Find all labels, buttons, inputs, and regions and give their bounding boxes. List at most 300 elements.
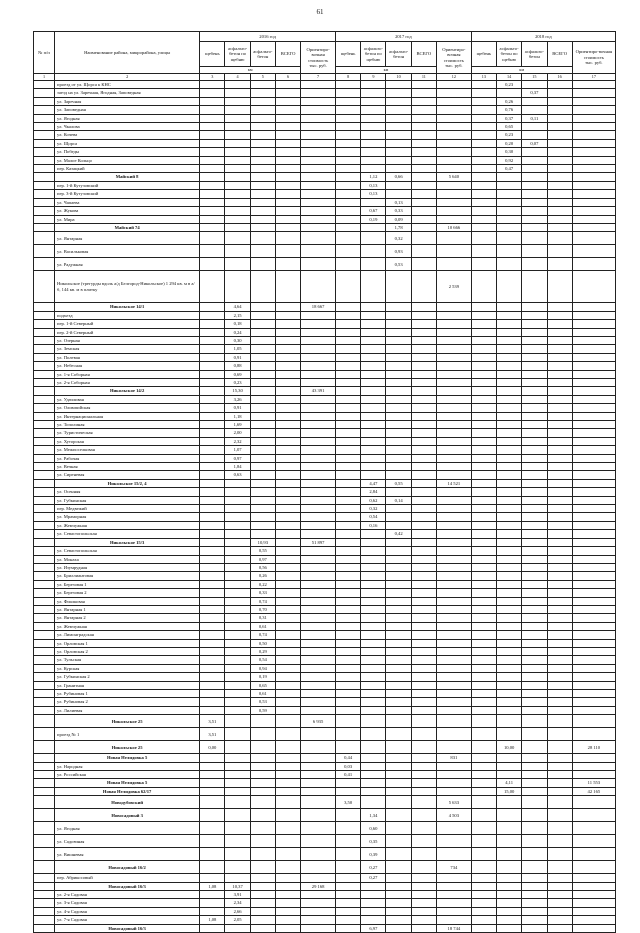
value-cell: [275, 454, 300, 462]
value-cell: [200, 580, 225, 588]
value-cell: [522, 521, 547, 529]
value-cell: [335, 223, 360, 231]
value-cell: [275, 412, 300, 420]
value-cell: [547, 123, 572, 131]
row-number-cell: [34, 353, 55, 361]
value-cell: [301, 223, 336, 231]
value-cell: [250, 861, 275, 874]
value-cell: [301, 706, 336, 714]
value-cell: [225, 215, 250, 223]
value-cell: [411, 706, 436, 714]
value-cell: [275, 907, 300, 915]
value-cell: [547, 639, 572, 647]
value-cell: [200, 97, 225, 105]
value-cell: [522, 207, 547, 215]
value-cell: [471, 106, 496, 114]
value-cell: [471, 787, 496, 795]
value-cell: [547, 463, 572, 471]
value-cell: [225, 715, 250, 728]
street-name-cell: пер. Медвежий: [55, 505, 200, 513]
value-cell: [572, 181, 615, 189]
table-row: [34, 530, 616, 538]
value-cell: [200, 706, 225, 714]
value-cell: [200, 673, 225, 681]
table-row: [34, 311, 616, 319]
value-cell: [335, 706, 360, 714]
value-cell: [411, 513, 436, 521]
value-cell: [361, 899, 386, 907]
row-number-cell: [34, 471, 55, 479]
street-name-cell: ул. Олимпийская: [55, 404, 200, 412]
value-cell: [386, 690, 411, 698]
value-cell: [547, 173, 572, 181]
value-cell: [471, 796, 496, 809]
row-number-cell: [34, 762, 55, 770]
value-cell: [436, 771, 471, 779]
row-number-cell: [34, 404, 55, 412]
value-cell: [522, 123, 547, 131]
value-cell: [250, 762, 275, 770]
value-cell: 0,92: [497, 156, 522, 164]
value-cell: [436, 698, 471, 706]
value-cell: [361, 463, 386, 471]
value-cell: [411, 771, 436, 779]
table-row: [34, 848, 616, 861]
value-cell: [200, 822, 225, 835]
street-name-cell: ул. Садовчная: [55, 835, 200, 848]
value-cell: [335, 639, 360, 647]
value-cell: [335, 547, 360, 555]
value-cell: [200, 311, 225, 319]
value-cell: [436, 874, 471, 882]
value-cell: [361, 89, 386, 97]
row-number-cell: [34, 395, 55, 403]
value-cell: [200, 513, 225, 521]
value-cell: [522, 822, 547, 835]
row-number-cell: [34, 362, 55, 370]
value-cell: 0,39: [361, 848, 386, 861]
value-cell: [572, 809, 615, 822]
value-cell: [301, 496, 336, 504]
value-cell: [335, 673, 360, 681]
value-cell: [361, 771, 386, 779]
value-cell: [301, 809, 336, 822]
value-cell: [335, 114, 360, 122]
value-cell: [275, 271, 300, 303]
value-cell: [411, 131, 436, 139]
row-number-cell: [34, 771, 55, 779]
row-number-cell: [34, 148, 55, 156]
value-cell: 1,84: [225, 463, 250, 471]
value-cell: [411, 362, 436, 370]
value-cell: [436, 421, 471, 429]
value-cell: [335, 631, 360, 639]
value-cell: [471, 353, 496, 361]
value-cell: [275, 173, 300, 181]
value-cell: [301, 328, 336, 336]
street-name-cell: Новая Нелидовка 5: [55, 779, 200, 787]
value-cell: [436, 404, 471, 412]
value-cell: 0,29: [250, 647, 275, 655]
value-cell: [275, 198, 300, 206]
value-cell: [572, 555, 615, 563]
value-cell: [471, 809, 496, 822]
value-cell: [361, 605, 386, 613]
street-name-cell: ул. Курская: [55, 664, 200, 672]
value-cell: [200, 404, 225, 412]
value-cell: [572, 754, 615, 762]
street-name-cell: Новосадовый 16/3: [55, 882, 200, 890]
value-cell: [471, 454, 496, 462]
value-cell: [361, 690, 386, 698]
value-cell: [522, 656, 547, 664]
value-cell: 0,09: [386, 215, 411, 223]
value-cell: 0,00: [200, 741, 225, 754]
row-number-cell: [34, 572, 55, 580]
value-cell: 1,12: [361, 173, 386, 181]
value-cell: [200, 809, 225, 822]
value-cell: [200, 412, 225, 420]
value-cell: [301, 631, 336, 639]
row-number-cell: [34, 496, 55, 504]
value-cell: [436, 114, 471, 122]
street-name-cell: ул. Земская: [55, 345, 200, 353]
value-cell: [225, 271, 250, 303]
table-row: [34, 471, 616, 479]
value-cell: [361, 728, 386, 741]
value-cell: 3,91: [225, 891, 250, 899]
value-cell: [200, 647, 225, 655]
row-number-cell: [34, 690, 55, 698]
subtotal-row: [34, 223, 616, 231]
value-cell: [497, 190, 522, 198]
table-row: [34, 728, 616, 741]
value-cell: [250, 728, 275, 741]
value-cell: [471, 114, 496, 122]
value-cell: [547, 395, 572, 403]
value-cell: [547, 81, 572, 89]
row-number-cell: [34, 173, 55, 181]
value-cell: [572, 463, 615, 471]
value-cell: [225, 165, 250, 173]
value-cell: [572, 656, 615, 664]
value-cell: [497, 89, 522, 97]
value-cell: [522, 771, 547, 779]
value-cell: [522, 513, 547, 521]
value-cell: 0,70: [250, 605, 275, 613]
value-cell: [547, 796, 572, 809]
value-cell: [497, 874, 522, 882]
value-cell: [497, 891, 522, 899]
value-cell: 0,22: [250, 580, 275, 588]
value-cell: [301, 173, 336, 181]
value-cell: [386, 131, 411, 139]
value-cell: [301, 605, 336, 613]
value-cell: [386, 404, 411, 412]
value-cell: [361, 891, 386, 899]
row-number-cell: [34, 647, 55, 655]
value-cell: [200, 370, 225, 378]
row-number-cell: [34, 437, 55, 445]
value-cell: [200, 835, 225, 848]
street-name-cell: ул. Сиреневая: [55, 471, 200, 479]
value-cell: 0,55: [386, 479, 411, 487]
value-cell: [497, 647, 522, 655]
value-cell: [250, 370, 275, 378]
value-cell: [522, 874, 547, 882]
table-row: [34, 664, 616, 672]
row-number-cell: [34, 387, 55, 395]
value-cell: [436, 471, 471, 479]
value-cell: [250, 488, 275, 496]
value-cell: [225, 796, 250, 809]
table-row: [34, 353, 616, 361]
value-cell: [436, 437, 471, 445]
value-cell: [436, 681, 471, 689]
value-cell: [200, 796, 225, 809]
value-cell: [386, 614, 411, 622]
street-name-cell: ул. Янтарная 1: [55, 605, 200, 613]
street-name-cell: ул. Васильковая: [55, 245, 200, 258]
value-cell: [471, 622, 496, 630]
value-cell: [497, 378, 522, 386]
row-number-cell: [34, 809, 55, 822]
row-number-cell: [34, 622, 55, 630]
value-cell: [572, 622, 615, 630]
value-cell: [386, 779, 411, 787]
value-cell: [411, 874, 436, 882]
value-cell: [301, 271, 336, 303]
value-cell: [301, 728, 336, 741]
value-cell: [497, 698, 522, 706]
value-cell: [301, 378, 336, 386]
value-cell: [386, 762, 411, 770]
value-cell: [301, 429, 336, 437]
value-cell: [200, 891, 225, 899]
value-cell: [275, 215, 300, 223]
row-number-cell: [34, 639, 55, 647]
value-cell: [335, 429, 360, 437]
value-cell: [547, 446, 572, 454]
value-cell: [250, 190, 275, 198]
value-cell: [386, 631, 411, 639]
value-cell: [547, 181, 572, 189]
value-cell: [275, 779, 300, 787]
value-cell: [411, 421, 436, 429]
value-cell: [547, 809, 572, 822]
row-number-cell: [34, 779, 55, 787]
value-cell: [335, 861, 360, 874]
value-cell: [471, 148, 496, 156]
value-cell: 0,03: [335, 762, 360, 770]
value-cell: [497, 706, 522, 714]
value-cell: [411, 181, 436, 189]
value-cell: [547, 754, 572, 762]
value-cell: [250, 156, 275, 164]
value-cell: [275, 538, 300, 546]
value-cell: [250, 123, 275, 131]
value-cell: [386, 715, 411, 728]
value-cell: [335, 156, 360, 164]
value-cell: [522, 787, 547, 795]
value-cell: [200, 631, 225, 639]
value-cell: 0,91: [225, 404, 250, 412]
value-cell: 0,74: [250, 597, 275, 605]
table-row: [34, 589, 616, 597]
value-cell: [547, 673, 572, 681]
row-number-cell: [34, 320, 55, 328]
value-cell: [497, 198, 522, 206]
value-cell: 0,33: [386, 207, 411, 215]
header-year-2018: 2018 год: [471, 32, 615, 42]
table-row: [34, 916, 616, 924]
value-cell: 0,69: [225, 370, 250, 378]
value-cell: [200, 656, 225, 664]
value-cell: [547, 114, 572, 122]
value-cell: [497, 387, 522, 395]
row-number-cell: [34, 605, 55, 613]
value-cell: 0,37: [497, 114, 522, 122]
row-number-cell: [34, 106, 55, 114]
value-cell: [361, 106, 386, 114]
value-cell: [547, 631, 572, 639]
value-cell: [386, 421, 411, 429]
value-cell: [335, 848, 360, 861]
value-cell: [250, 245, 275, 258]
row-number-cell: [34, 303, 55, 311]
value-cell: [200, 597, 225, 605]
value-cell: [386, 378, 411, 386]
row-number-cell: [34, 370, 55, 378]
subtotal-row: [34, 754, 616, 762]
subtotal-row: [34, 303, 616, 311]
value-cell: [225, 123, 250, 131]
value-cell: [250, 429, 275, 437]
value-cell: [200, 471, 225, 479]
value-cell: [386, 924, 411, 932]
header-total: ВСЕГО: [547, 42, 572, 67]
value-cell: [275, 530, 300, 538]
value-cell: [301, 622, 336, 630]
value-cell: [361, 715, 386, 728]
street-name-cell: ул. Удачливая: [55, 395, 200, 403]
subtotal-row: [34, 882, 616, 890]
value-cell: [471, 215, 496, 223]
row-number-cell: [34, 656, 55, 664]
row-number-cell: [34, 89, 55, 97]
value-cell: [200, 538, 225, 546]
value-cell: [386, 787, 411, 795]
value-cell: [361, 631, 386, 639]
value-cell: 0,59: [250, 706, 275, 714]
value-cell: [497, 690, 522, 698]
value-cell: 0,61: [250, 622, 275, 630]
value-cell: [225, 530, 250, 538]
value-cell: [547, 148, 572, 156]
value-cell: [497, 521, 522, 529]
value-cell: [411, 639, 436, 647]
value-cell: [411, 664, 436, 672]
value-cell: [411, 454, 436, 462]
value-cell: [411, 622, 436, 630]
value-cell: [386, 547, 411, 555]
row-number-cell: [34, 882, 55, 890]
value-cell: [301, 681, 336, 689]
value-cell: [436, 787, 471, 795]
value-cell: [547, 479, 572, 487]
column-number: 17: [572, 74, 615, 81]
value-cell: [436, 232, 471, 245]
value-cell: [225, 114, 250, 122]
street-name-cell: пер. 3-й Кутузовский: [55, 190, 200, 198]
value-cell: [225, 614, 250, 622]
table-row: [34, 580, 616, 588]
value-cell: [471, 907, 496, 915]
value-cell: [275, 404, 300, 412]
value-cell: [547, 370, 572, 378]
value-cell: [301, 446, 336, 454]
value-cell: [301, 754, 336, 762]
value-cell: [547, 882, 572, 890]
value-cell: [225, 728, 250, 741]
value-cell: [335, 387, 360, 395]
value-cell: [200, 181, 225, 189]
value-cell: [547, 656, 572, 664]
value-cell: [497, 404, 522, 412]
value-cell: [547, 207, 572, 215]
value-cell: [436, 631, 471, 639]
value-cell: [572, 139, 615, 147]
value-cell: [497, 530, 522, 538]
value-cell: [497, 754, 522, 762]
value-cell: [301, 232, 336, 245]
value-cell: [386, 336, 411, 344]
value-cell: [547, 311, 572, 319]
value-cell: [471, 446, 496, 454]
header-year-2016: 2016 год: [200, 32, 336, 42]
value-cell: [411, 336, 436, 344]
value-cell: [497, 848, 522, 861]
value-cell: [250, 454, 275, 462]
value-cell: [250, 362, 275, 370]
value-cell: [335, 899, 360, 907]
value-cell: [386, 698, 411, 706]
value-cell: [572, 421, 615, 429]
value-cell: [572, 891, 615, 899]
value-cell: [471, 258, 496, 271]
value-cell: [361, 530, 386, 538]
street-name-cell: ул. Межпоселковая: [55, 446, 200, 454]
value-cell: [225, 572, 250, 580]
value-cell: [436, 446, 471, 454]
value-cell: [301, 924, 336, 932]
value-cell: [572, 690, 615, 698]
value-cell: 0,37: [522, 89, 547, 97]
value-cell: [522, 605, 547, 613]
value-cell: [250, 215, 275, 223]
row-number-cell: [34, 547, 55, 555]
value-cell: [301, 762, 336, 770]
value-cell: [200, 215, 225, 223]
value-cell: [275, 139, 300, 147]
value-cell: [547, 787, 572, 795]
subtotal-row: [34, 538, 616, 546]
value-cell: [275, 882, 300, 890]
value-cell: [225, 787, 250, 795]
value-cell: [497, 181, 522, 189]
value-cell: [436, 89, 471, 97]
value-cell: [471, 173, 496, 181]
